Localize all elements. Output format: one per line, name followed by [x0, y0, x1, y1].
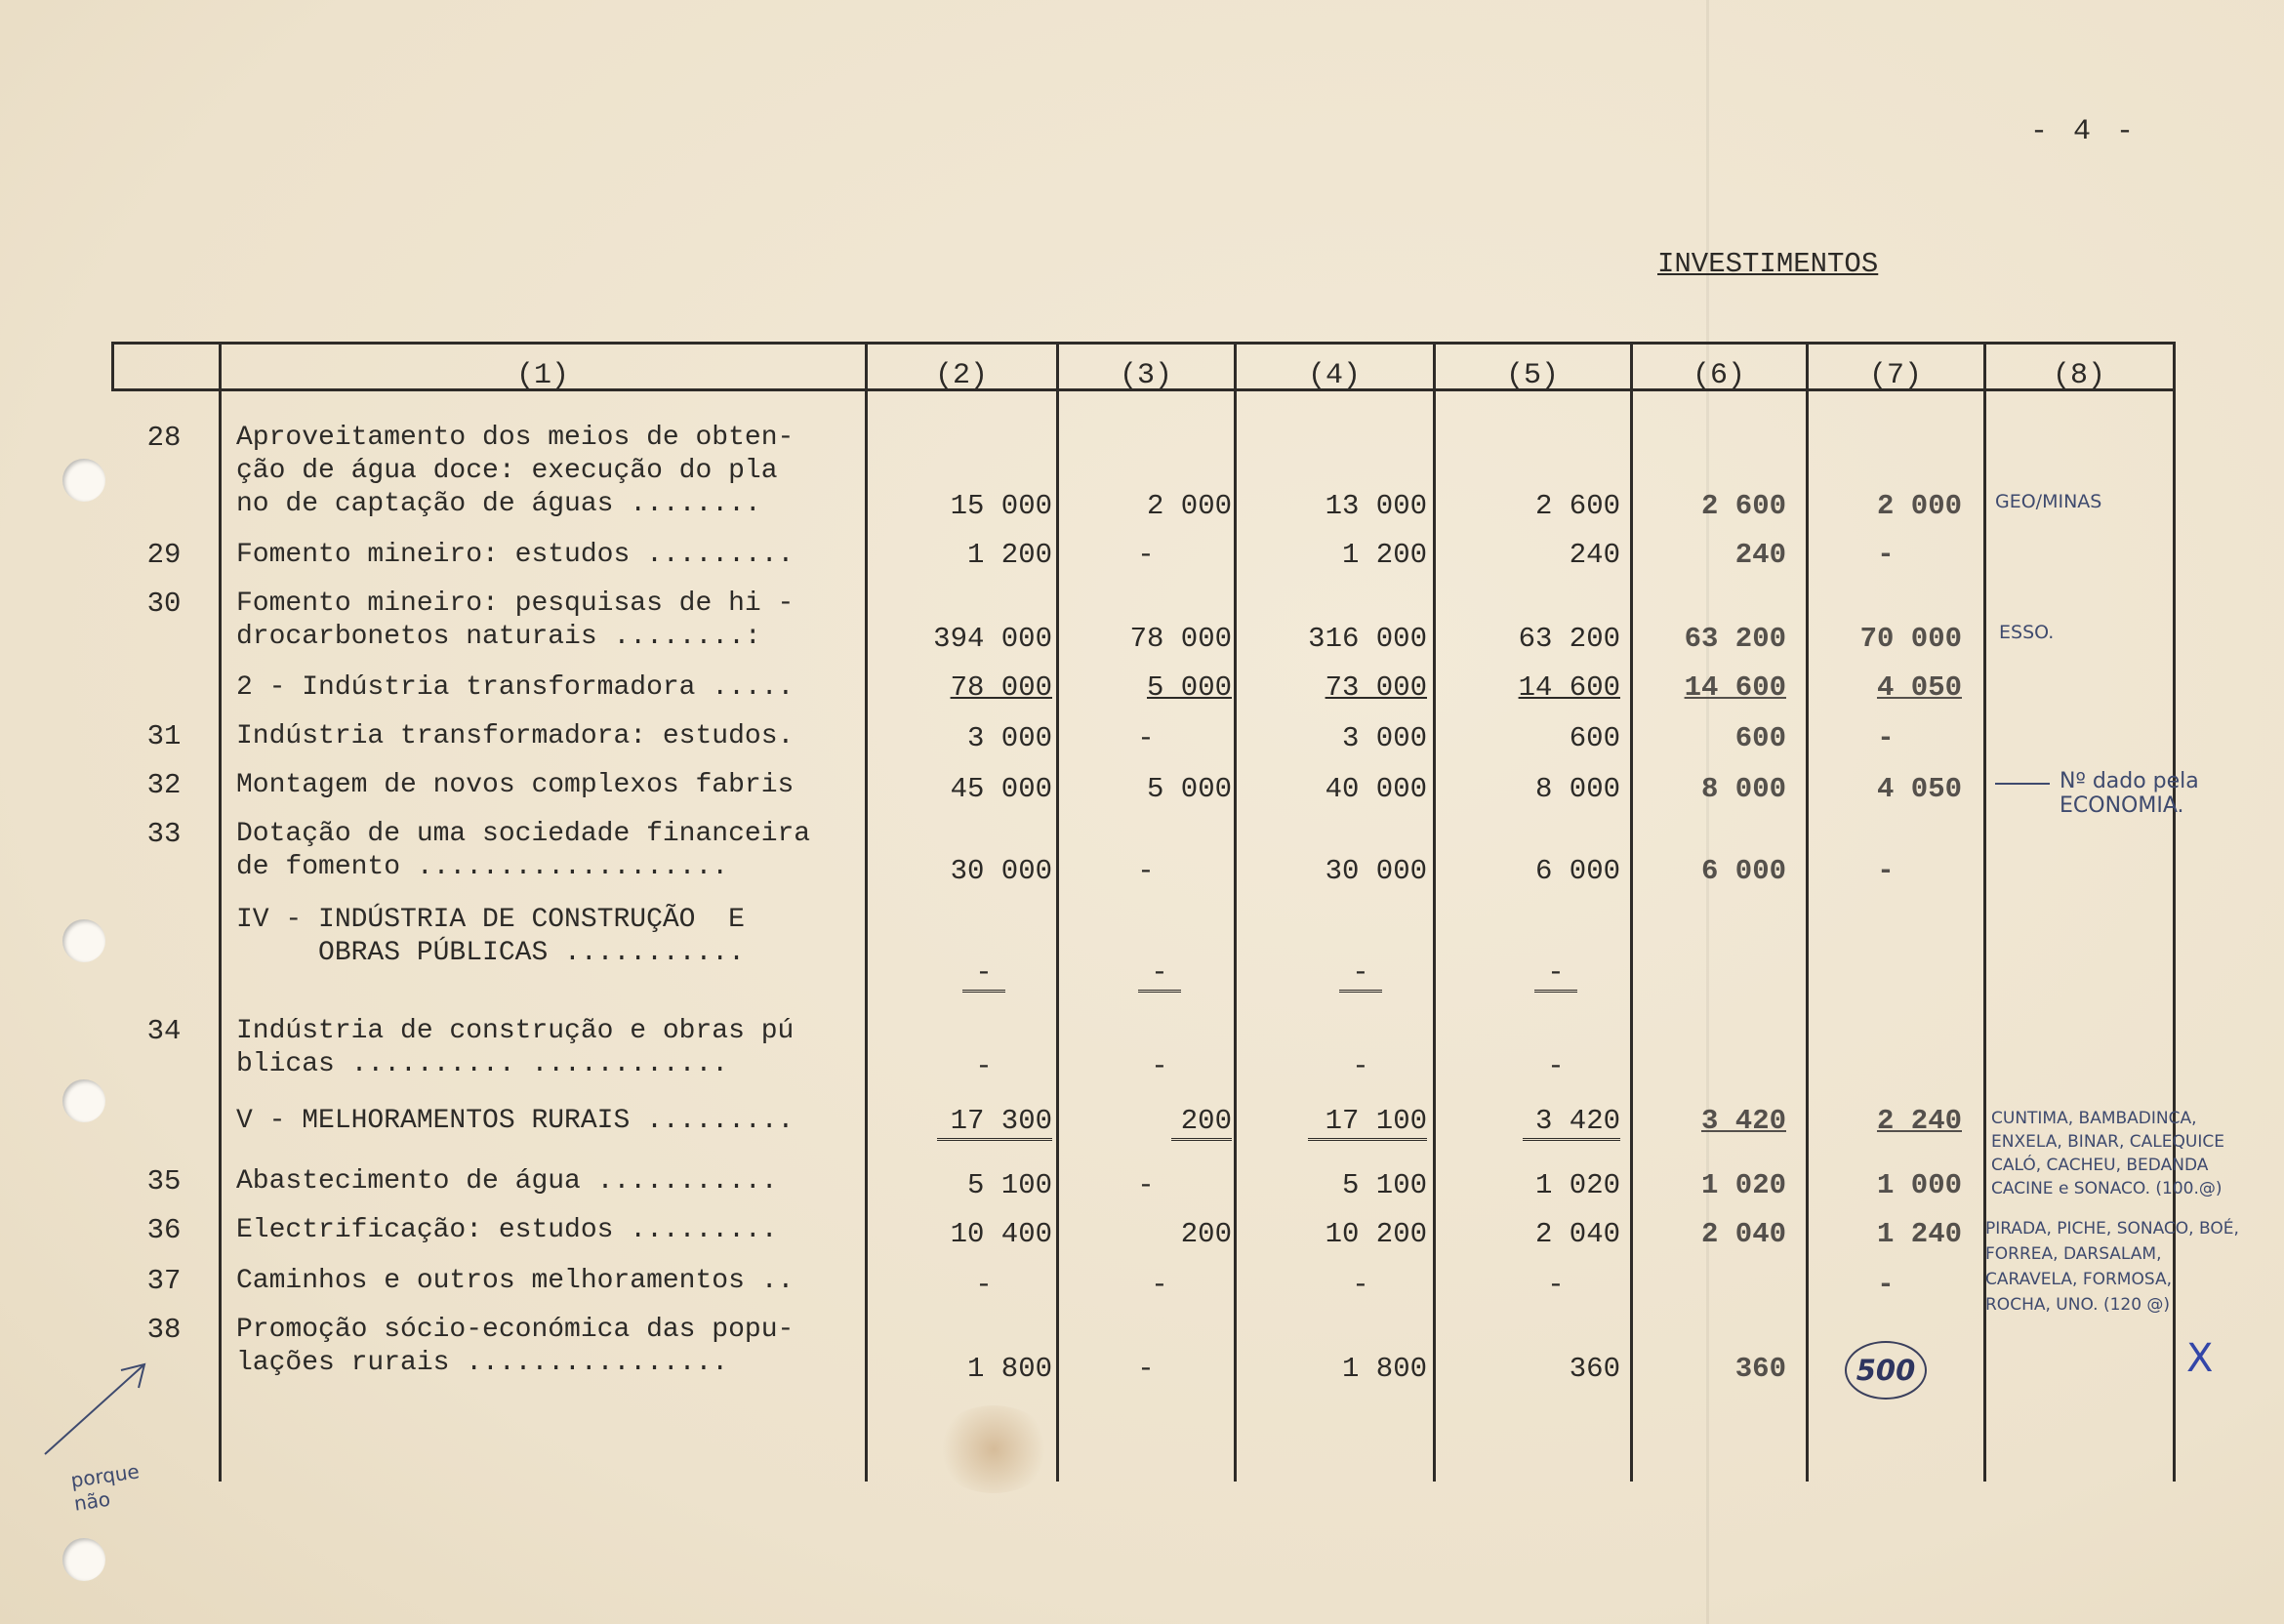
- cell-col6: 63 200: [1684, 623, 1786, 655]
- cell-col3: -: [1137, 539, 1155, 571]
- row-description: Electrificação: estudos .........: [236, 1215, 778, 1245]
- col-rule: [1630, 342, 1633, 1482]
- page-title: INVESTIMENTOS: [1657, 248, 1879, 280]
- handwritten-margin-note: porque não: [69, 1459, 142, 1516]
- cell-col2: -: [962, 956, 1005, 993]
- cell-col4: 5 100: [1341, 1169, 1427, 1201]
- cell-col2: 30 000: [950, 855, 1052, 887]
- punch-hole: [62, 459, 105, 502]
- cell-col5: 6 000: [1534, 855, 1620, 887]
- cell-col3: 200: [1171, 1105, 1232, 1141]
- cell-col5: 63 200: [1518, 623, 1620, 655]
- cell-col6: 2 040: [1700, 1218, 1786, 1250]
- row-number: 38: [146, 1314, 182, 1346]
- row-number: 34: [146, 1015, 182, 1047]
- cell-col5: 1 020: [1534, 1169, 1620, 1201]
- cell-col3: -: [1137, 722, 1155, 754]
- row-number: 37: [146, 1265, 182, 1297]
- cell-col7: 2 000: [1876, 490, 1962, 522]
- row-number: 30: [146, 588, 182, 620]
- row-description: Indústria transformadora: estudos.: [236, 721, 795, 751]
- cell-col4: 40 000: [1325, 773, 1427, 805]
- cell-col7: 1 240: [1876, 1218, 1962, 1250]
- col-rule: [219, 342, 222, 1482]
- punch-hole: [62, 919, 105, 962]
- col-rule: [111, 342, 114, 390]
- cell-col4: 1 200: [1341, 539, 1427, 571]
- cell-col4: 10 200: [1325, 1218, 1427, 1250]
- cell-col3: -: [1138, 956, 1181, 993]
- cell-col5: 240: [1569, 539, 1620, 571]
- row-description: 2 - Indústria transformadora .....: [236, 672, 795, 703]
- cell-col7: 2 240: [1876, 1105, 1962, 1137]
- cell-col4: 73 000: [1325, 671, 1427, 704]
- cell-col7: -: [1877, 1269, 1895, 1301]
- cell-col7: 70 000: [1859, 623, 1962, 655]
- cell-col2: 15 000: [950, 490, 1052, 522]
- cell-col8-note: ESSO.: [1999, 622, 2055, 643]
- cell-col2: 1 200: [966, 539, 1052, 571]
- cell-col5: 2 600: [1534, 490, 1620, 522]
- cell-col3: -: [1137, 855, 1155, 887]
- cell-col3: 2 000: [1146, 490, 1232, 522]
- row-number: 28: [146, 422, 182, 454]
- cell-col6: 14 600: [1684, 671, 1786, 704]
- col-rule: [1234, 342, 1237, 1482]
- punch-hole: [62, 1538, 105, 1581]
- cell-col5: -: [1547, 1269, 1565, 1301]
- handwritten-note-locations: CUNTIMA, BAMBADINCA, ENXELA, BINAR, CALEQUICE CALÓ, CACHEU, BEDANDA CACINE e SONACO. (100.@): [1991, 1109, 2224, 1198]
- row-description: Promoção sócio-económica das popu- lações rurais ................: [236, 1315, 795, 1378]
- row-description: Aproveitamento dos meios de obten- ção de água doce: execução do pla no de captação de águas ........: [236, 423, 795, 519]
- col-header: (6): [1692, 359, 1745, 392]
- cell-col2: 45 000: [950, 773, 1052, 805]
- row-description: Dotação de uma sociedade financeira de fomento ...................: [236, 819, 811, 882]
- cell-col2: 78 000: [950, 671, 1052, 704]
- row-number: 36: [146, 1214, 182, 1246]
- cell-col2: -: [975, 1050, 993, 1082]
- cell-col4: 13 000: [1325, 490, 1427, 522]
- cell-col6: 1 020: [1700, 1169, 1786, 1201]
- cell-col3: 78 000: [1129, 623, 1232, 655]
- cell-col3: -: [1151, 1269, 1168, 1301]
- cell-col4: -: [1339, 956, 1382, 993]
- cell-col6: 2 600: [1700, 490, 1786, 522]
- cell-col3: 5 000: [1146, 773, 1232, 805]
- cell-col5: 14 600: [1518, 671, 1620, 704]
- col-rule: [1433, 342, 1436, 1482]
- col-header: (8): [2052, 359, 2105, 392]
- row-description: Montagem de novos complexos fabris: [236, 770, 795, 800]
- cell-col5: 360: [1569, 1353, 1620, 1385]
- cell-col4: 17 100: [1308, 1105, 1427, 1141]
- col-header: (4): [1307, 359, 1361, 392]
- cell-col3: -: [1137, 1353, 1155, 1385]
- col-header: (1): [515, 359, 569, 392]
- page-number: - 4 -: [2030, 115, 2139, 148]
- col-header: (5): [1505, 359, 1559, 392]
- row-description: Fomento mineiro: pesquisas de hi - drocarbonetos naturais ........:: [236, 589, 795, 652]
- row-number: 33: [146, 818, 182, 850]
- row-number: 29: [146, 539, 182, 571]
- handwritten-circled-value: 500: [1845, 1341, 1927, 1400]
- cell-col6: 6 000: [1700, 855, 1786, 887]
- col-rule: [1806, 342, 1809, 1482]
- cell-col6: 360: [1734, 1353, 1786, 1385]
- arrow-head: [121, 1364, 144, 1388]
- cell-col7: -: [1877, 722, 1895, 754]
- cell-col3: -: [1137, 1169, 1155, 1201]
- cell-col5: 8 000: [1534, 773, 1620, 805]
- row-number: 31: [146, 720, 182, 752]
- cell-col7: -: [1877, 855, 1895, 887]
- row-description: Caminhos e outros melhoramentos ..: [236, 1266, 795, 1296]
- cell-col2: 17 300: [937, 1105, 1052, 1141]
- cell-col4: 316 000: [1308, 623, 1427, 655]
- cell-col7: -: [1877, 539, 1895, 571]
- cell-col4: 1 800: [1341, 1353, 1427, 1385]
- col-header: (3): [1119, 359, 1172, 392]
- cell-col2: -: [975, 1269, 993, 1301]
- cell-col7: 4 050: [1876, 671, 1962, 704]
- arrow-line: [45, 1364, 144, 1454]
- cell-col2: 10 400: [950, 1218, 1052, 1250]
- stain: [935, 1405, 1052, 1493]
- cell-col5: -: [1534, 956, 1577, 993]
- cell-col2: 3 000: [966, 722, 1052, 754]
- cell-col4: 30 000: [1325, 855, 1427, 887]
- handwritten-note-locations: PIRADA, PICHE, SONACO, BOÉ, FORREA, DARSALAM, CARAVELA, FORMOSA, ROCHA, UNO. (120 @): [1985, 1219, 2239, 1315]
- cell-col8-note: GEO/MINAS: [1995, 491, 2102, 512]
- section-heading: V - MELHORAMENTOS RURAIS .........: [236, 1106, 795, 1136]
- cell-col6: 8 000: [1700, 773, 1786, 805]
- handwritten-x-mark: X: [2186, 1336, 2214, 1381]
- cell-col6: 3 420: [1700, 1105, 1786, 1137]
- cell-col2: 1 800: [966, 1353, 1052, 1385]
- cell-col2: 5 100: [966, 1169, 1052, 1201]
- note-pointer-line: [1995, 783, 2050, 785]
- cell-col6: 240: [1734, 539, 1786, 571]
- cell-col5: 3 420: [1523, 1105, 1620, 1141]
- section-heading: IV - INDÚSTRIA DE CONSTRUÇÃO E OBRAS PÚBLICAS ...........: [236, 905, 745, 968]
- cell-col5: 600: [1569, 722, 1620, 754]
- row-number: 32: [146, 769, 182, 801]
- cell-col4: -: [1352, 1269, 1369, 1301]
- cell-col3: -: [1151, 1050, 1168, 1082]
- table-top-rule: [111, 342, 2175, 345]
- row-description: Fomento mineiro: estudos .........: [236, 540, 795, 570]
- col-header: (2): [934, 359, 988, 392]
- col-rule: [865, 342, 868, 1482]
- col-header: (7): [1868, 359, 1922, 392]
- cell-col2: 394 000: [933, 623, 1052, 655]
- cell-col7: 1 000: [1876, 1169, 1962, 1201]
- cell-col4: 3 000: [1341, 722, 1427, 754]
- row-description: Abastecimento de água ...........: [236, 1166, 778, 1197]
- row-description: Indústria de construção e obras pú blicas .......... ............: [236, 1016, 795, 1079]
- cell-col5: 2 040: [1534, 1218, 1620, 1250]
- cell-col3: 5 000: [1146, 671, 1232, 704]
- cell-col3: 200: [1180, 1218, 1232, 1250]
- cell-col5: -: [1547, 1050, 1565, 1082]
- cell-col8-note: Nº dado pela ECONOMIA.: [2060, 769, 2199, 818]
- row-number: 35: [146, 1165, 182, 1198]
- cell-col7: 4 050: [1876, 773, 1962, 805]
- cell-col6: 600: [1734, 722, 1786, 754]
- col-rule: [1056, 342, 1059, 1482]
- punch-hole: [62, 1079, 105, 1122]
- cell-col4: -: [1352, 1050, 1369, 1082]
